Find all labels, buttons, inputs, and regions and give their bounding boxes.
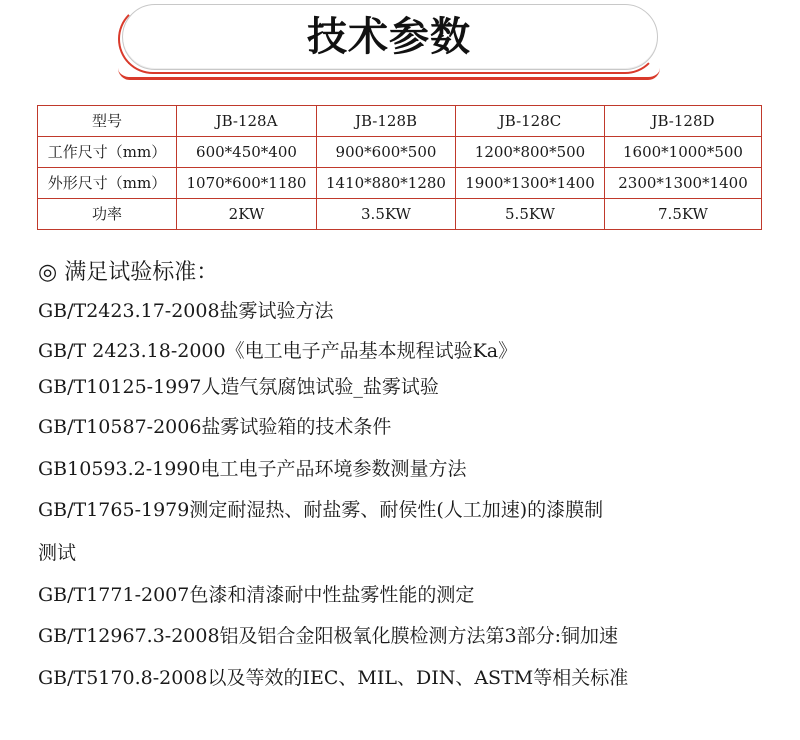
standard-item: GB/T1765-1979测定耐湿热、耐盐雾、耐侯性(人工加速)的漆膜制 [38, 499, 604, 521]
table-cell: 工作尺寸（mm） [38, 137, 177, 168]
table-cell: 5.5KW [456, 199, 605, 230]
standard-item: 测试 [38, 542, 77, 564]
table-cell: 功率 [38, 199, 177, 230]
table-cell: 1410*880*1280 [317, 168, 456, 199]
page-title: 技术参数 [307, 14, 471, 60]
table-cell: 7.5KW [605, 199, 762, 230]
standard-item: GB/T5170.8-2008以及等效的IEC、MIL、DIN、ASTM等相关标准 [38, 667, 629, 689]
spec-table [37, 105, 762, 230]
table-cell: JB-128B [317, 106, 456, 137]
table-cell: 600*450*400 [177, 137, 317, 168]
table-cell: 2300*1300*1400 [605, 168, 762, 199]
table-row-power [38, 199, 762, 230]
table-cell: 1900*1300*1400 [456, 168, 605, 199]
table-cell: 型号 [38, 106, 177, 137]
standard-item: GB/T2423.17-2008盐雾试验方法 [38, 300, 334, 322]
standards-heading: ◎ 满足试验标准： [38, 260, 219, 285]
standard-item: GB/T12967.3-2008铝及铝合金阳极氧化膜检测方法第3部分:铜加速 [38, 625, 619, 647]
standard-item: GB/T1771-2007色漆和清漆耐中性盐雾性能的测定 [38, 584, 475, 606]
standard-item: GB/T10587-2006盐雾试验箱的技术条件 [38, 416, 392, 438]
title-banner [118, 4, 660, 74]
table-cell: 1200*800*500 [456, 137, 605, 168]
table-cell: 2KW [177, 199, 317, 230]
standard-item: GB/T10125-1997人造气氛腐蚀试验_盐雾试验 [38, 376, 439, 398]
table-cell: JB-128C [456, 106, 605, 137]
table-cell: JB-128A [177, 106, 317, 137]
table-cell: 1070*600*1180 [177, 168, 317, 199]
standard-item: GB10593.2-1990电工电子产品环境参数测量方法 [38, 458, 467, 480]
table-cell: 外形尺寸（mm） [38, 168, 177, 199]
table-row-work-size [38, 137, 762, 168]
table-row-outer-size [38, 168, 762, 199]
standard-item: GB/T 2423.18-2000《电工电子产品基本规程试验Ka》 [38, 340, 518, 362]
table-cell: 3.5KW [317, 199, 456, 230]
table-row-model [38, 106, 762, 137]
table-cell: 1600*1000*500 [605, 137, 762, 168]
table-cell: 900*600*500 [317, 137, 456, 168]
table-cell: JB-128D [605, 106, 762, 137]
